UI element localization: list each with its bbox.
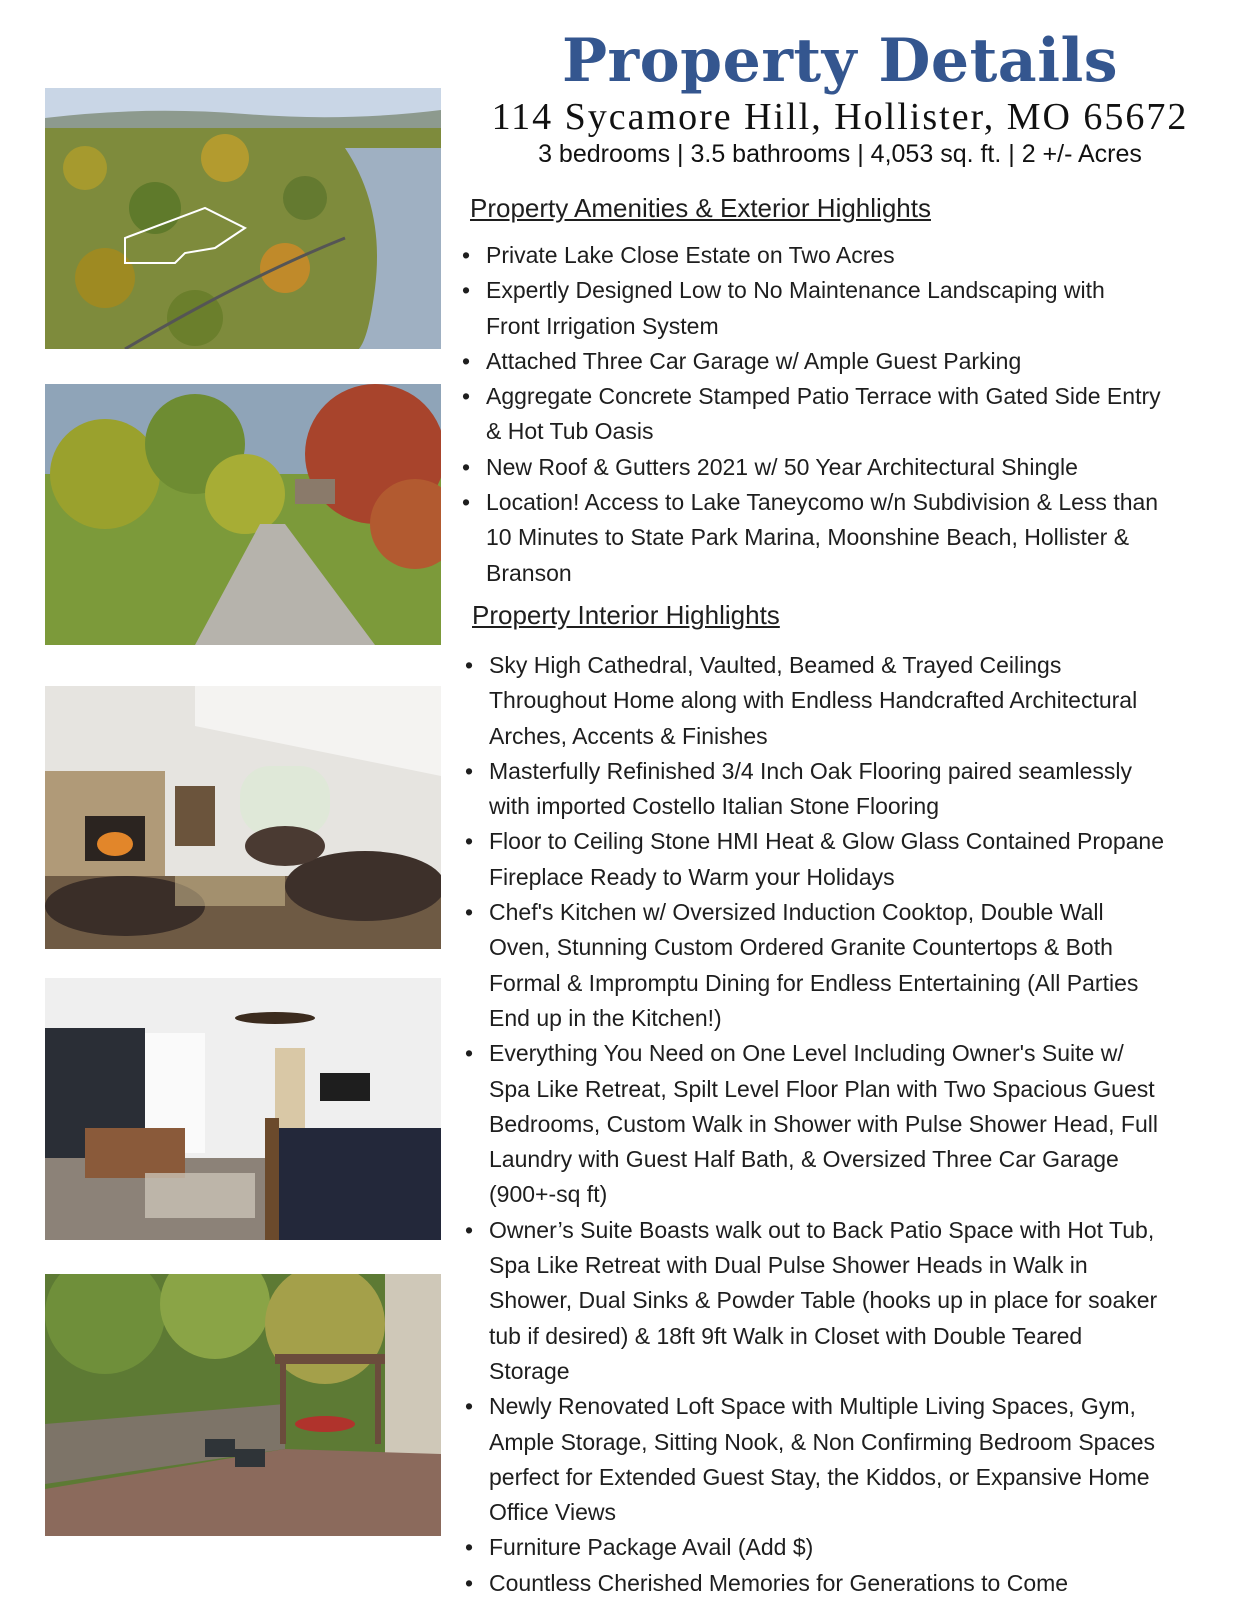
property-address: 114 Sycamore Hill, Hollister, MO 65672	[491, 96, 1189, 138]
exterior-section-heading: Property Amenities & Exterior Highlights	[470, 193, 931, 223]
bedroom-photo	[45, 978, 441, 1240]
list-item: • Sky High Cathedral, Vaulted, Beamed & Trayed Ceilings Throughout Home along with Endless Handcrafted Architectural Arches, Accents & Finishes	[465, 648, 1165, 754]
aerial-lake-photo	[45, 88, 441, 349]
list-item: • Chef's Kitchen w/ Oversized Induction Cooktop, Double Wall Oven, Stunning Custom Ordered Granite Countertops & Both Formal & Impromptu Dining for Endless Entertaining (All Parties End up in the Kitchen!)	[465, 895, 1165, 1036]
list-item: • Furniture Package Avail (Add $)	[465, 1530, 1165, 1565]
list-item: • Owner’s Suite Boasts walk out to Back Patio Space with Hot Tub, Spa Like Retreat with Dual Pulse Shower Heads in Walk in Shower, Dual Sinks & Powder Table (hooks up in place for soaker tub if desired) & 18ft 9ft Walk in Closet with Double Teared Storage	[465, 1213, 1165, 1389]
list-item: • Floor to Ceiling Stone HMI Heat & Glow Glass Contained Propane Fireplace Ready to Warm your Holidays	[465, 824, 1165, 895]
interior-section-heading: Property Interior Highlights	[472, 600, 780, 630]
driveway-photo	[45, 384, 441, 645]
list-item: • Location! Access to Lake Taneycomo w/n Subdivision & Less than 10 Minutes to State Park Marina, Moonshine Beach, Hollister & Branson	[462, 485, 1162, 591]
back-patio-photo	[45, 1274, 441, 1536]
list-item: • Newly Renovated Loft Space with Multiple Living Spaces, Gym, Ample Storage, Sitting Nook, & Non Confirming Bedroom Spaces perfect for Extended Guest Stay, the Kiddos, or Expansive Home Office Views	[465, 1389, 1165, 1530]
list-item: • Everything You Need on One Level Including Owner's Suite w/ Spa Like Retreat, Spilt Level Floor Plan with Two Spacious Guest Bedrooms, Custom Walk in Shower with Pulse Shower Head, Full Laundry with Guest Half Bath, & Oversized Three Car Garage (900+-sq ft)	[465, 1036, 1165, 1212]
exterior-highlights-list	[462, 238, 1162, 591]
list-item: • Expertly Designed Low to No Maintenance Landscaping with Front Irrigation System	[462, 273, 1162, 344]
interior-highlights-list	[465, 648, 1165, 1601]
property-specs: 3 bedrooms | 3.5 bathrooms | 4,053 sq. ft. | 2 +/- Acres	[538, 140, 1142, 168]
living-room-photo	[45, 686, 441, 949]
list-item: • Masterfully Refinished 3/4 Inch Oak Flooring paired seamlessly with imported Costello Italian Stone Flooring	[465, 754, 1165, 825]
list-item: • New Roof & Gutters 2021 w/ 50 Year Architectural Shingle	[462, 450, 1162, 485]
page-title: Property Details	[561, 26, 1119, 96]
list-item: • Private Lake Close Estate on Two Acres	[462, 238, 1162, 273]
list-item: • Aggregate Concrete Stamped Patio Terrace with Gated Side Entry & Hot Tub Oasis	[462, 379, 1162, 450]
list-item: • Countless Cherished Memories for Generations to Come	[465, 1566, 1165, 1601]
list-item: • Attached Three Car Garage w/ Ample Guest Parking	[462, 344, 1162, 379]
